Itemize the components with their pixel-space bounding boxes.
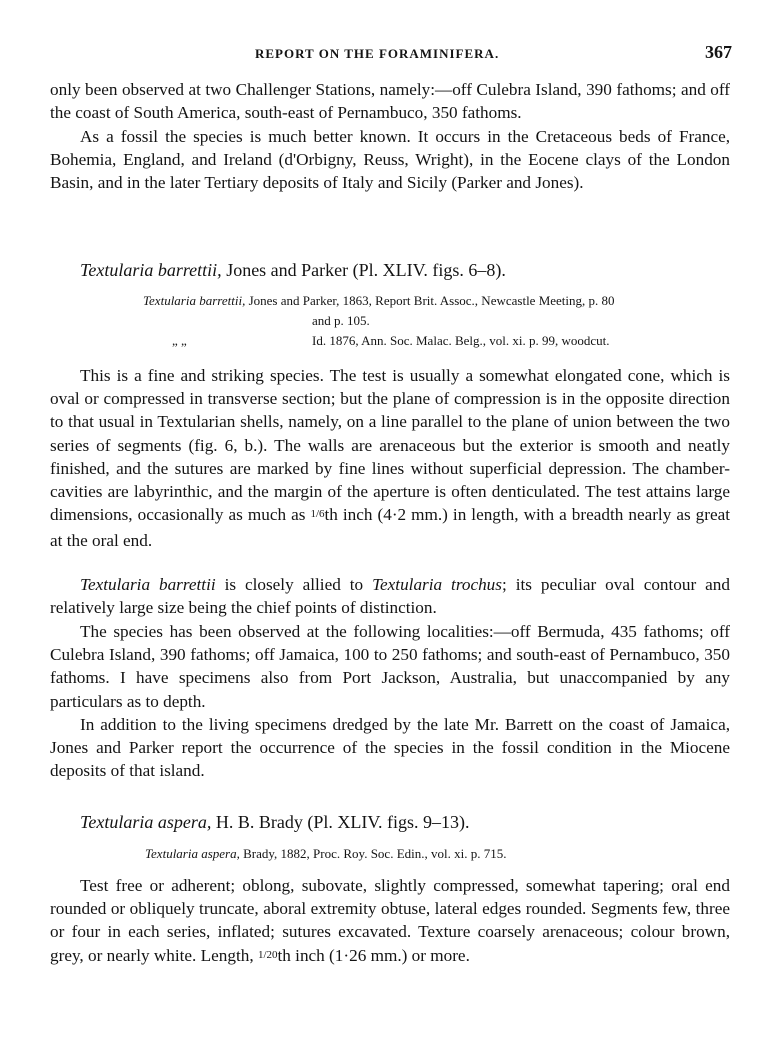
- fraction-one-sixth: 1/6: [310, 508, 325, 521]
- synonymy-line-1: Textularia barrettii, Jones and Parker, 1863, Report Brit. Assoc., Newcastle Meeting, p. 80: [143, 293, 615, 308]
- barrettii-description: This is a fine and striking species. The test is usually a somewhat elongated cone, which is oval or compressed in transverse section; but the plane of compression is in the opposite direction to that usual in Textularian shells, namely, on a line parallel to the plane of union between the two series of segments (fig. 6, b.). The walls are arenaceous but the exterior is smooth and neatly finished, and the sutures are marked by fine lines without superficial depression. The chamber-cavities are labyrinthic, and the margin of the aperture is often denticulated. The test attains large dimensions, occasionally as much as 1/6th inch (4·2 mm.) in length, with a breadth nearly as great at the oral end.: [50, 366, 731, 551]
- species-heading-aspera: [80, 812, 470, 833]
- barrettii-affinity: Textularia barrettii is closely allied to Textularia trochus; its peculiar oval contour and relatively large size being the chief points of distinction.: [50, 575, 730, 618]
- species-authority: H. B. Brady (Pl. XLIV. figs. 9–13).: [211, 812, 470, 832]
- species-name: Textularia barrettii,: [80, 260, 222, 280]
- synonymy-line-2: Id. 1876, Ann. Soc. Malac. Belg., vol. xi. p. 99, woodcut.: [312, 333, 610, 348]
- intro-paragraph-2: As a fossil the species is much better known. It occurs in the Cretaceous beds of France, Bohemia, England, and Ireland (d'Orbigny, Reuss, Wright), in the Eocene clays of the London Basin, and in the later Tertiary deposits of Italy and Sicily (Parker and Jones).: [50, 127, 730, 193]
- species-name: Textularia aspera,: [80, 812, 212, 832]
- synonymy-aspera: Textularia aspera, Brady, 1882, Proc. Roy. Soc. Edin., vol. xi. p. 715.: [145, 846, 507, 861]
- synonymy-ditto-marks: „ „: [172, 333, 187, 348]
- running-header: [0, 42, 776, 64]
- aspera-description: Test free or adherent; oblong, subovate, slightly compressed, somewhat tapering; oral end rounded or obliquely truncate, aboral extremity obtuse, lateral edges rounded. Segments few, three or four in each series, inflated; sutures excavated. Texture coarsely arenaceous; colour brown, grey, or nearly white. Length, 1/20th inch (1·26 mm.) or more.: [50, 876, 730, 965]
- species-heading-barrettii: [80, 260, 506, 281]
- intro-paragraph-1: only been observed at two Challenger Stations, namely:—off Culebra Island, 390 fathoms; and off the coast of South America, south-east of Pernambuco, 350 fathoms.: [50, 80, 730, 123]
- synonymy-line-1-cont: and p. 105.: [312, 313, 370, 328]
- fraction-one-twentieth: 1/20: [257, 948, 278, 961]
- species-authority: Jones and Parker (Pl. XLIV. figs. 6–8).: [221, 260, 506, 280]
- running-title: REPORT ON THE FORAMINIFERA.: [255, 46, 500, 61]
- page-number: 367: [705, 42, 732, 62]
- barrettii-localities: The species has been observed at the following localities:—off Bermuda, 435 fathoms; off Culebra Island, 390 fathoms; off Jamaica, 100 to 250 fathoms; and south-east of Pernambuco, 350 fathoms. I have specimens also from Port Jackson, Australia, but unaccompanied by any particulars as to depth.: [50, 622, 730, 711]
- barrettii-fossil: In addition to the living specimens dredged by the late Mr. Barrett on the coast of Jamaica, Jones and Parker report the occurrence of the species in the fossil condition in the Miocene deposits of that island.: [50, 715, 730, 781]
